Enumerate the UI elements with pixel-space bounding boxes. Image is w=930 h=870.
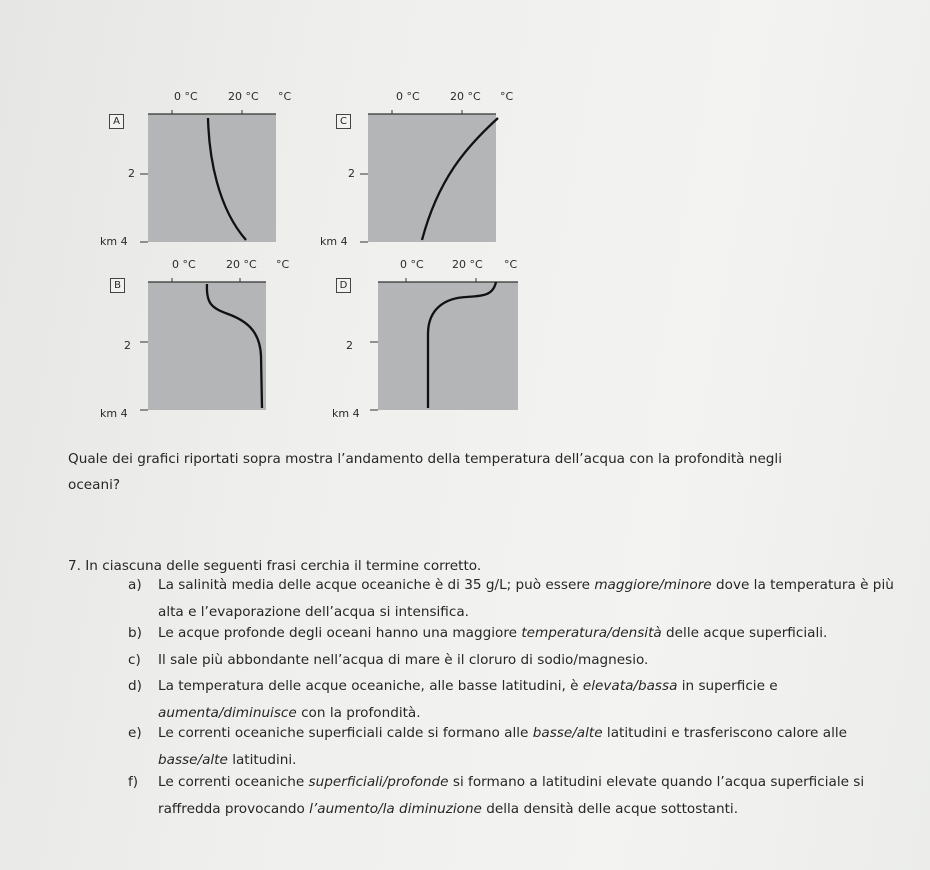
exercise-item-c: [128, 647, 908, 674]
graph-d-depth-2: 2: [346, 339, 353, 352]
item-letter: e): [128, 725, 142, 741]
choice-aumenta-diminuisce[interactable]: aumenta/diminuisce: [158, 705, 297, 721]
question-text: Quale dei grafici riportati sopra mostra l’andamento della temperatura dell’acqua con la profondità negli oceani?: [68, 451, 782, 493]
choice-basse-alte-2[interactable]: basse/alte: [158, 752, 228, 768]
exercise-item-a: a) La salinità media delle acque oceaniche è di 35 g/L; può essere maggiore/minore dove la temperatura è più alta e l’evaporazione dell’acqua si intensifica.: [158, 572, 908, 626]
item-letter: b): [128, 625, 142, 641]
graph-b-plot: [100, 256, 340, 426]
graph-d-temp-20: 20 °C: [452, 258, 483, 271]
choice-sodio-magnesio[interactable]: Il sale più abbondante nell’acqua di mare è il cloruro di sodio/magnesio.: [158, 652, 649, 668]
graph-a-depth-2: 2: [128, 167, 135, 180]
choice-temperatura-densita[interactable]: temperatura/densità: [521, 625, 662, 641]
graph-b-depth-4: km 4: [100, 407, 128, 420]
item-letter: c): [128, 652, 141, 668]
item-letter: a): [128, 577, 142, 593]
graph-b-temp-unit: °C: [276, 258, 290, 271]
graph-a-plot: [100, 88, 340, 258]
graph-b-temp-0: 0 °C: [172, 258, 196, 271]
graph-d-letter: D: [336, 278, 351, 293]
graph-a-depth-4: km 4: [100, 235, 128, 248]
graph-c-depth-4: km 4: [320, 235, 348, 248]
graph-b-depth-2: 2: [124, 339, 131, 352]
graph-d-plot: [330, 256, 570, 426]
graph-c-plot: [320, 88, 560, 258]
graph-d-temp-unit: °C: [504, 258, 518, 271]
item-letter: d): [128, 678, 142, 694]
graph-a: [100, 88, 340, 258]
graph-b-temp-20: 20 °C: [226, 258, 257, 271]
graph-d-depth-4: km 4: [332, 407, 360, 420]
exercise-item-f: f) Le correnti oceaniche superficiali/profonde si formano a latitudini elevate quando l’acqua superficiale si raffredda provocando l’aumento/la diminuzione della densità delle acque sottostanti.: [158, 769, 908, 823]
exercise-item-b: b) Le acque profonde degli oceani hanno una maggiore temperatura/densità delle acque superficiali.: [158, 620, 908, 647]
graph-a-temp-0: 0 °C: [174, 90, 198, 103]
exercise-title: 7. In ciascuna delle seguenti frasi cerchia il termine corretto.: [68, 558, 482, 574]
graph-b-letter: B: [110, 278, 125, 293]
exercise-item-e: e) Le correnti oceaniche superficiali calde si formano alle basse/alte latitudini e trasferiscono calore alle basse/alte latitudini.: [158, 720, 908, 774]
graph-c-temp-20: 20 °C: [450, 90, 481, 103]
graph-c-letter: C: [336, 114, 351, 129]
item-letter: f): [128, 774, 139, 790]
graph-d: [330, 256, 570, 426]
graph-d-temp-0: 0 °C: [400, 258, 424, 271]
graph-a-letter: A: [109, 114, 124, 129]
graph-c-depth-2: 2: [348, 167, 355, 180]
graph-c-temp-0: 0 °C: [396, 90, 420, 103]
graph-a-temp-unit: °C: [278, 90, 292, 103]
choice-basse-alte-1[interactable]: basse/alte: [532, 725, 603, 741]
graph-c: [320, 88, 560, 258]
graph-a-temp-20: 20 °C: [228, 90, 259, 103]
choice-aumento-diminuzione[interactable]: l’aumento/la diminuzione: [309, 801, 482, 817]
graph-c-temp-unit: °C: [500, 90, 514, 103]
choice-maggiore-minore[interactable]: maggiore/minore: [594, 577, 712, 593]
choice-elevata-bassa[interactable]: elevata/bassa: [582, 678, 678, 694]
exercise-item-d: d) La temperatura delle acque oceaniche, alle basse latitudini, è elevata/bassa in superficie e aumenta/diminuisce con la profondità.: [158, 673, 908, 727]
graph-b: [100, 256, 340, 426]
choice-superficiali-profonde[interactable]: superficiali/profonde: [308, 774, 449, 790]
